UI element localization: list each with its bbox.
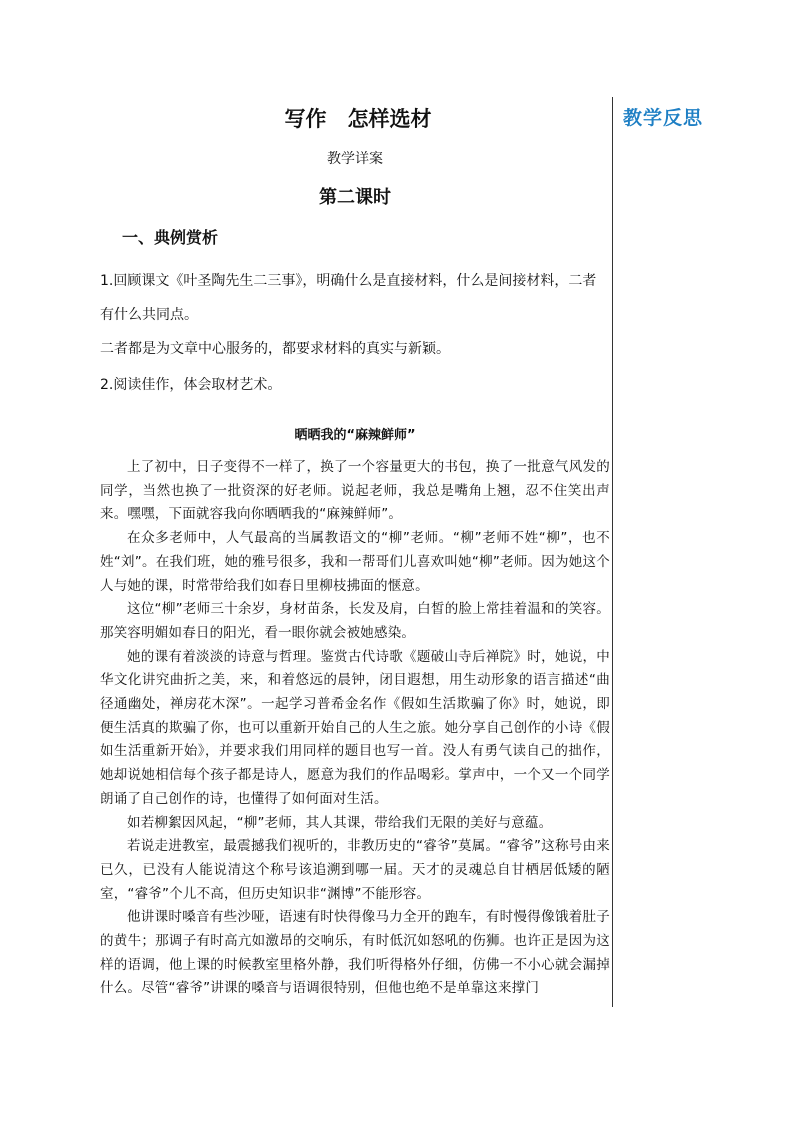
essay-paragraph: 如若柳絮因风起，“柳”老师，其人其课，带给我们无限的美好与意蕴。 xyxy=(127,814,553,831)
essay-body xyxy=(100,456,610,1001)
essay-paragraph: 上了初中，日子变得不一样了，换了一个容量更大的书包，换了一批意气风发的同学，当然也换了一批资深的好老师。说起老师，我总是嘴角上翘，忍不住笑出声来。嘿嘿，下面就容我向你晒晒我的“麻辣鲜师”。 xyxy=(100,459,610,523)
section-heading: 一、典例赏析 xyxy=(122,228,219,247)
answer-1: 二者都是为文章中心服务的，都要求材料的真实与新颖。 xyxy=(100,341,450,357)
main-content xyxy=(100,104,610,1001)
essay-paragraph: 他讲课时嗓音有些沙哑，语速有时快得像马力全开的跑车，有时慢得像饿着肚子的黄牛；那调子有时高亢如激昂的交响乐，有时低沉如怒吼的伤狮。也许正是因为这样的语调，他上课的时候教室里格外静，我们听得格外仔细，仿佛一不小心就会漏掉什么。尽管“睿爷”讲课的嗓音与语调很特别，但他也绝不是单靠这来撑门 xyxy=(100,909,610,997)
lesson-heading: 第二课时 xyxy=(319,187,391,208)
page-subtitle: 教学详案 xyxy=(327,151,383,167)
essay-paragraph: 若说走进教室，最震撼我们视听的，非教历史的“睿爷”莫属。“睿爷”这称号由来已久，已没有人能说清这个称号该追溯到哪一届。天才的灵魂总自甘栖居低矮的陋室，“睿爷”个儿不高，但历史知识非“渊博”不能形容。 xyxy=(100,838,610,902)
page-title: 写作 怎样选材 xyxy=(284,107,432,131)
essay-paragraph: 她的课有着淡淡的诗意与哲理。鉴赏古代诗歌《题破山寺后禅院》时，她说，中华文化讲究曲折之美，来，和着悠远的晨钟，闭目遐想，用生动形象的语言描述“曲径通幽处，禅房花木深”。一起学习普希金名作《假如生活欺骗了你》时，她说，即便生活真的欺骗了你，也可以重新开始自己的人生之旅。她分享自己创作的小诗《假如生活重新开始》，并要求我们用同样的题目也写一首。没人有勇气读自己的拙作，她却说她相信每个孩子都是诗人，愿意为我们的作品喝彩。掌声中，一个又一个同学朗诵了自己创作的诗，也懂得了如何面对生活。 xyxy=(100,648,610,807)
question-1: 1.回顾课文《叶圣陶先生二三事》，明确什么是直接材料，什么是间接材料，二者有什么共同点。 xyxy=(100,273,597,323)
essay-paragraph: 这位“柳”老师三十余岁，身材苗条，长发及肩，白皙的脸上常挂着温和的笑容。那笑容明媚如春日的阳光，看一眼你就会被她感染。 xyxy=(100,601,610,641)
teaching-reflection-label: 教学反思 xyxy=(623,107,704,129)
column-divider xyxy=(612,97,613,1007)
essay-paragraph: 在众多老师中，人气最高的当属教语文的“柳”老师。“柳”老师不姓“柳”，也不姓“刘”。在我们班，她的雅号很多，我和一帮哥们儿喜欢叫她“柳”老师。因为她这个人与她的课，时常带给我们如春日里柳枝拂面的惬意。 xyxy=(100,530,610,594)
essay-title: 晒晒我的“麻辣鲜师” xyxy=(294,428,416,443)
question-2: 2.阅读佳作，体会取材艺术。 xyxy=(100,377,282,393)
